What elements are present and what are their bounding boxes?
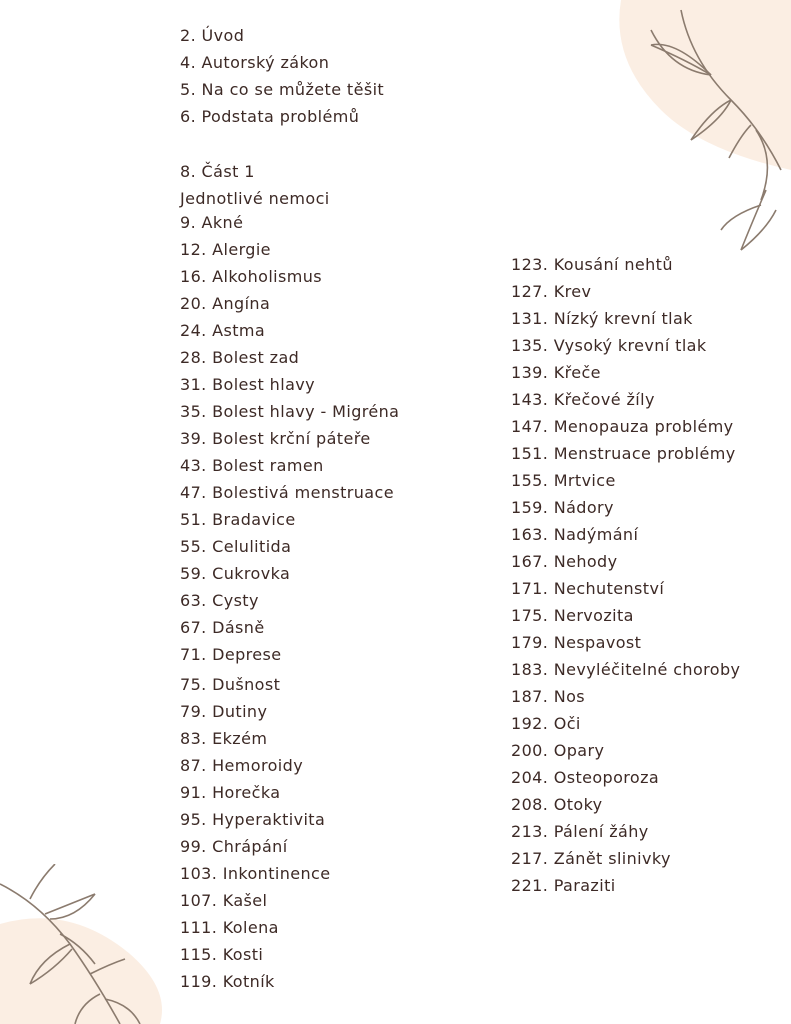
toc-entry: 143. Křečové žíly: [511, 390, 655, 409]
toc-entry: 9. Akné: [180, 213, 244, 232]
toc-entry: Jednotlivé nemoci: [180, 189, 330, 208]
toc-entry: 183. Nevyléčitelné choroby: [511, 660, 741, 679]
toc-entry: 71. Deprese: [180, 645, 282, 664]
toc-entry: 6. Podstata problémů: [180, 107, 360, 126]
toc-entry: 221. Paraziti: [511, 876, 616, 895]
toc-entry: 2. Úvod: [180, 26, 245, 45]
toc-entry: 175. Nervozita: [511, 606, 634, 625]
toc-entry: 35. Bolest hlavy - Migréna: [180, 402, 400, 421]
toc-entry: 179. Nespavost: [511, 633, 642, 652]
toc-entry: 131. Nízký krevní tlak: [511, 309, 693, 328]
toc-entry: 147. Menopauza problémy: [511, 417, 734, 436]
toc-entry: 167. Nehody: [511, 552, 618, 571]
toc-entry: 55. Celulitida: [180, 537, 292, 556]
toc-entry: 213. Pálení žáhy: [511, 822, 649, 841]
toc-entry: 204. Osteoporoza: [511, 768, 660, 787]
toc-entry: 5. Na co se můžete těšit: [180, 80, 385, 99]
leaf-branch-icon: [0, 864, 170, 1024]
toc-entry: 159. Nádory: [511, 498, 614, 517]
toc-entry: 95. Hyperaktivita: [180, 810, 326, 829]
toc-entry: 139. Křeče: [511, 363, 601, 382]
toc-entry: 200. Opary: [511, 741, 605, 760]
toc-entry: 163. Nadýmání: [511, 525, 639, 544]
toc-entry: 103. Inkontinence: [180, 864, 331, 883]
toc-entry: 107. Kašel: [180, 891, 268, 910]
toc-entry: 12. Alergie: [180, 240, 271, 259]
toc-entry: 47. Bolestivá menstruace: [180, 483, 394, 502]
toc-entry: 24. Astma: [180, 321, 266, 340]
toc-entry: 67. Dásně: [180, 618, 265, 637]
toc-entry: 16. Alkoholismus: [180, 267, 323, 286]
toc-entry: 99. Chrápání: [180, 837, 288, 856]
toc-entry: 75. Dušnost: [180, 675, 281, 694]
toc-entry: 39. Bolest krční páteře: [180, 429, 371, 448]
toc-entry: 63. Cysty: [180, 591, 259, 610]
toc-entry: 43. Bolest ramen: [180, 456, 324, 475]
toc-entry: 151. Menstruace problémy: [511, 444, 736, 463]
toc-entry: 87. Hemoroidy: [180, 756, 304, 775]
toc-entry: 192. Oči: [511, 714, 581, 733]
toc-entry: 135. Vysoký krevní tlak: [511, 336, 707, 355]
leaf-branch-icon: [591, 0, 791, 260]
toc-entry: 208. Otoky: [511, 795, 603, 814]
toc-entry: 20. Angína: [180, 294, 271, 313]
toc-entry: 155. Mrtvice: [511, 471, 616, 490]
toc-entry: 111. Kolena: [180, 918, 279, 937]
toc-entry: 127. Krev: [511, 282, 592, 301]
toc-entry: 119. Kotník: [180, 972, 275, 991]
toc-entry: 91. Horečka: [180, 783, 281, 802]
toc-entry: 115. Kosti: [180, 945, 264, 964]
toc-entry: 31. Bolest hlavy: [180, 375, 316, 394]
toc-entry: 4. Autorský zákon: [180, 53, 330, 72]
toc-entry: 187. Nos: [511, 687, 586, 706]
toc-entry: 8. Část 1: [180, 162, 255, 181]
toc-entry: 28. Bolest zad: [180, 348, 300, 367]
toc-entry: 171. Nechutenství: [511, 579, 665, 598]
toc-entry: 79. Dutiny: [180, 702, 268, 721]
toc-entry: 217. Zánět slinivky: [511, 849, 671, 868]
toc-entry: 123. Kousání nehtů: [511, 255, 673, 274]
toc-entry: 59. Cukrovka: [180, 564, 291, 583]
toc-entry: 51. Bradavice: [180, 510, 296, 529]
toc-entry: 83. Ekzém: [180, 729, 268, 748]
